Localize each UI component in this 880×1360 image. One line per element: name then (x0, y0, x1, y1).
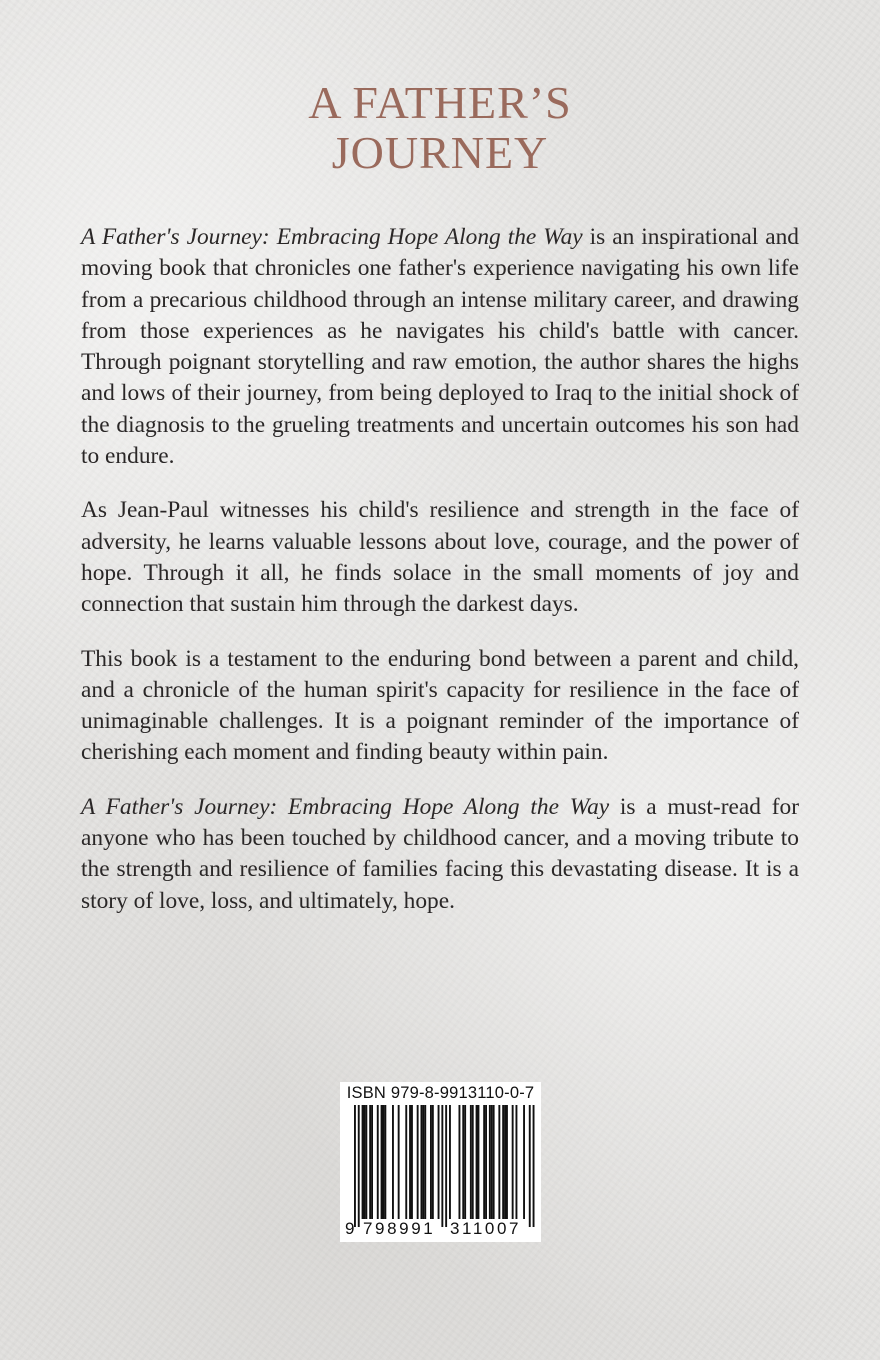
book-title-italic: A Father's Journey: Embracing Hope Along the Way (81, 793, 610, 820)
barcode-bar (432, 1105, 434, 1219)
barcode-bar (409, 1105, 411, 1219)
title-line-1: A FATHER’S (308, 77, 572, 128)
barcode-bar (493, 1105, 495, 1219)
barcode-bar (438, 1105, 440, 1219)
barcode-guard-bar (441, 1105, 443, 1227)
barcode-bar (489, 1105, 491, 1219)
barcode-bar (523, 1105, 525, 1219)
barcode-bar (483, 1105, 485, 1219)
paragraph-text: is an inspirational and moving book that chronicles one father's experience navigating his own life from a precarious childhood through an intense military career, and drawing from those experiences as he navigates his child's battle with cancer. Through poignant storytelling and raw emotion, the author shares the highs and lows of their journey, from being deployed to Iraq to the initial shock of the diagnosis to the grueling treatments and uncertain outcomes his son had to endure. (81, 224, 799, 470)
barcode-bar (421, 1105, 423, 1219)
barcode-bar (470, 1105, 472, 1219)
paragraph-text: is a must-read for anyone who has been touched by childhood cancer, and a moving tribute to the strength and resilience of families facing this devastating disease. It is a story of love, loss, and ultimately, hope. (81, 793, 799, 914)
isbn-label: ISBN 979-8-9913110-0-7 (346, 1084, 535, 1102)
barcode-bar (512, 1105, 514, 1219)
barcode-bar (381, 1105, 383, 1219)
book-title (0, 78, 880, 178)
barcode-right-digits: 311007 (450, 1219, 522, 1238)
barcode-bar (369, 1105, 371, 1219)
barcode-bar (364, 1105, 366, 1219)
blurb-text (81, 222, 799, 940)
barcode-guard-bar (445, 1105, 447, 1227)
isbn-barcode (340, 1082, 541, 1242)
barcode-bar (478, 1105, 480, 1219)
barcode-bar (476, 1105, 478, 1219)
barcode-bar (430, 1105, 432, 1219)
barcode-bar (362, 1105, 364, 1219)
blurb-paragraph-2: As Jean-Paul witnesses his child's resilience and strength in the face of adversity, he learns valuable lessons about love, courage, and the power of hope. Through it all, he finds solace in the small moments of joy and connection that sustain him through the darkest days. (81, 497, 799, 618)
barcode-bar (462, 1105, 464, 1219)
barcode-bar (365, 1105, 367, 1219)
barcode-bar (417, 1105, 419, 1219)
barcode-bar (411, 1105, 413, 1219)
title-line-2: JOURNEY (331, 127, 549, 178)
barcode-bar (422, 1105, 424, 1219)
barcode-bar (472, 1105, 474, 1219)
barcode-bar (405, 1105, 407, 1219)
barcode-bar (498, 1105, 500, 1219)
barcode-bar (504, 1105, 506, 1219)
barcode-bar (506, 1105, 508, 1219)
barcode-guard-bar (529, 1105, 531, 1227)
barcode-bar (371, 1105, 373, 1219)
barcode-bar (377, 1105, 379, 1219)
barcode-guard-bar (358, 1105, 360, 1227)
barcode-first-digit: 9 (345, 1219, 355, 1238)
book-title-italic: A Father's Journey: Embracing Hope Along the Way (81, 224, 583, 250)
barcode-bar (424, 1105, 426, 1219)
barcode-bar (502, 1105, 504, 1219)
barcode-bar (449, 1105, 451, 1219)
barcode-bar (383, 1105, 385, 1219)
barcode-bars (340, 1082, 541, 1242)
barcode-bar (516, 1105, 518, 1219)
blurb-paragraph-4 (81, 792, 799, 917)
barcode-bar (464, 1105, 466, 1219)
barcode-bar (485, 1105, 487, 1219)
blurb-paragraph-3: This book is a testament to the enduring bond between a parent and child, and a chronicle of the human spirit's capacity for resilience in the face of unimaginable challenges. It is a poignant reminder of the importance of cherishing each moment and finding beauty within pain. (81, 645, 799, 766)
barcode-bar (398, 1105, 400, 1219)
blurb-paragraph-1 (81, 222, 799, 472)
barcode-bar (491, 1105, 493, 1219)
barcode-guard-bar (354, 1105, 356, 1227)
barcode-bar (392, 1105, 394, 1219)
barcode-left-digits: 798991 (363, 1219, 436, 1238)
barcode-guard-bar (533, 1105, 535, 1227)
barcode-bar (459, 1105, 461, 1219)
barcode-bar (384, 1105, 386, 1219)
